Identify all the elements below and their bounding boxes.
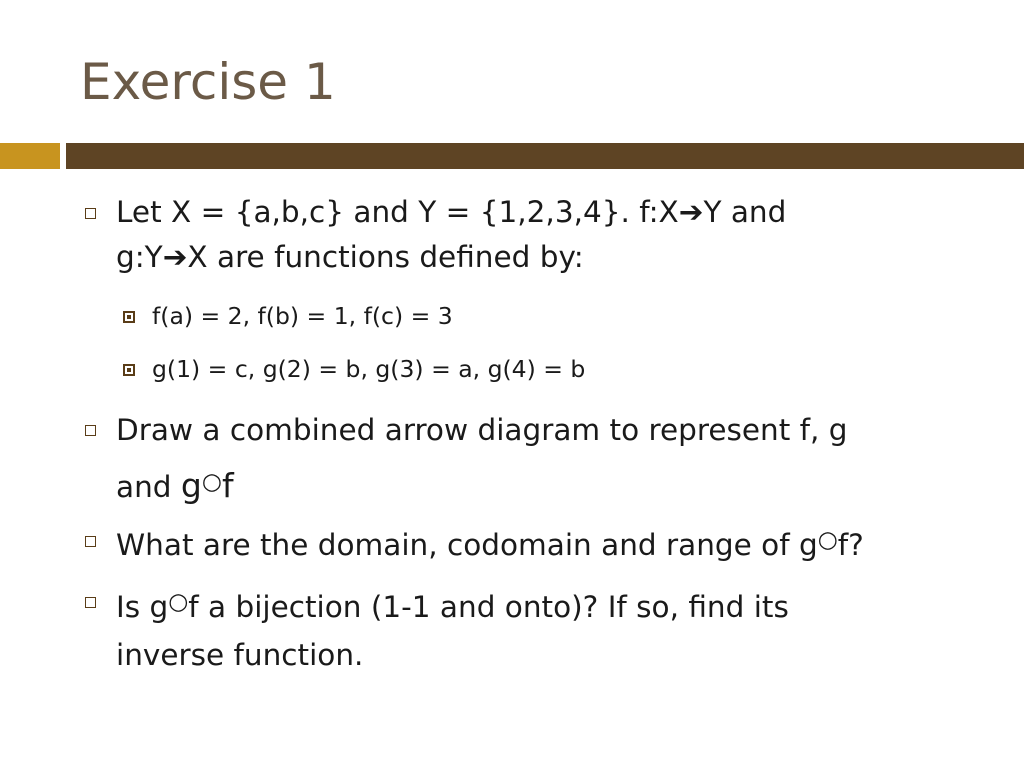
bullet-sets-functions: [116, 190, 976, 280]
slide-title: Exercise 1: [80, 53, 336, 111]
hollow-square-bullet-icon: [85, 536, 96, 547]
bullet-text: Is g○f a bijection (1-1 and onto)? If so, find its inverse function.: [116, 589, 789, 673]
hollow-square-bullet-icon: [85, 208, 96, 219]
bullet-domain-codomain: [116, 518, 976, 568]
sub-bullet-text: g(1) = c, g(2) = b, g(3) = a, g(4) = b: [152, 355, 586, 383]
bullet-text: Let X = {a,b,c} and Y = {1,2,3,4}. f:X➔Y and g:Y➔X are functions defined by:: [116, 195, 787, 274]
filled-square-bullet-icon: [123, 311, 135, 323]
hollow-square-bullet-icon: [85, 425, 96, 436]
hollow-square-bullet-icon: [85, 597, 96, 608]
arrow-icon: ➔: [678, 195, 704, 229]
sub-bullet-f-definition: [152, 299, 972, 333]
bullet-text: Draw a combined arrow diagram to represent f, g and g○f: [116, 413, 848, 506]
sub-bullet-text: f(a) = 2, f(b) = 1, f(c) = 3: [152, 302, 453, 330]
sub-bullet-g-definition: [152, 352, 972, 386]
title-divider-bar: [66, 143, 1024, 169]
filled-square-bullet-icon: [123, 364, 135, 376]
bullet-bijection: [116, 578, 976, 679]
bullet-draw-diagram: [116, 404, 976, 513]
arrow-icon: ➔: [162, 240, 188, 274]
title-accent-bar: [0, 143, 60, 169]
bullet-text: What are the domain, codomain and range of g○f?: [116, 527, 864, 563]
